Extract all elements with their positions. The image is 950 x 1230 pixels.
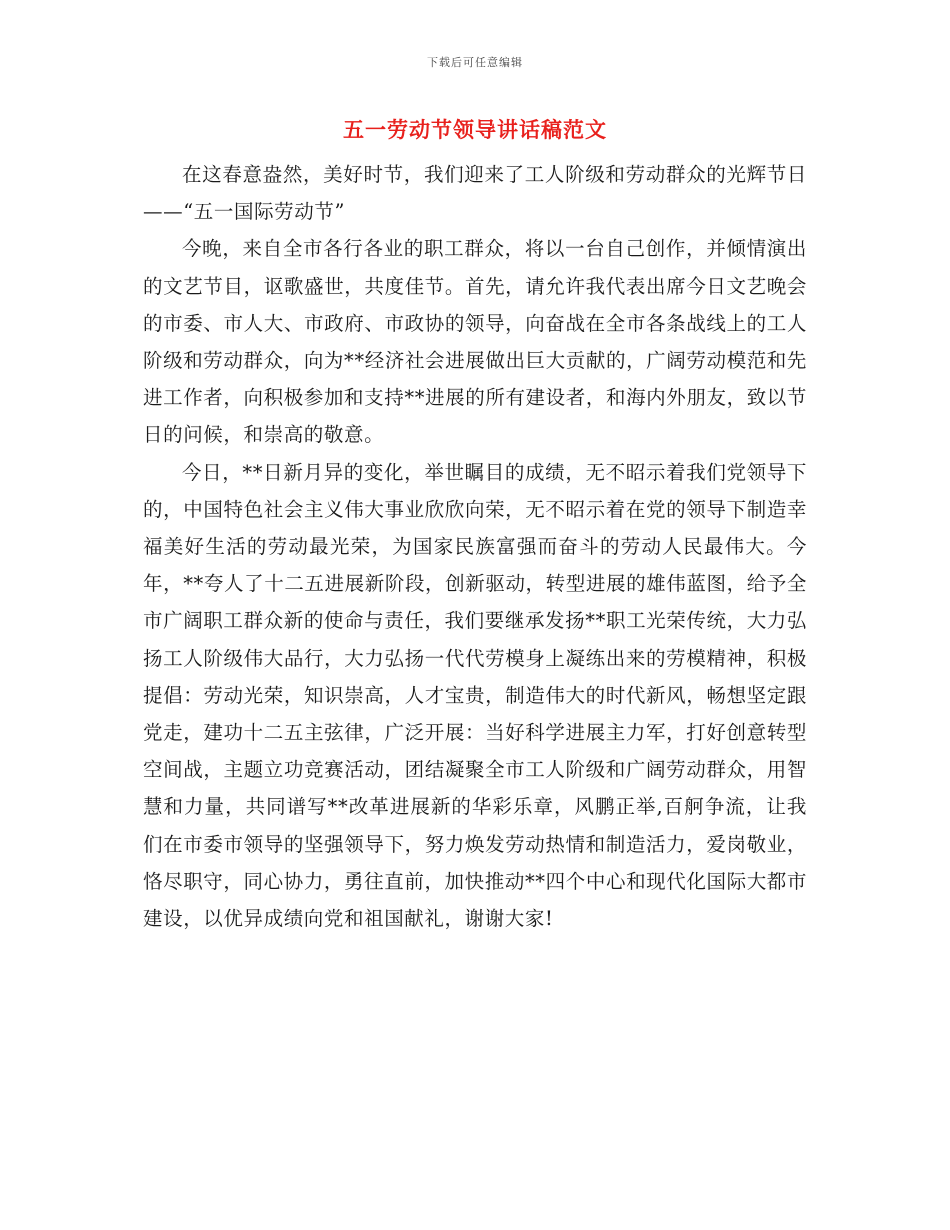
paragraph: 在这春意盎然，美好时节，我们迎来了工人阶级和劳动群众的光辉节日——“五一国际劳动节”	[143, 163, 807, 224]
document-body	[143, 156, 807, 937]
header-note: 下载后可任意编辑	[427, 56, 523, 69]
document-title: 五一劳动节领导讲话稿范文	[343, 117, 607, 142]
paragraph: 今日，**日新月异的变化，举世瞩目的成绩，无不昭示着我们党领导下的，中国特色社会主义伟大事业欣欣向荣，无不昭示着在党的领导下制造幸福美好生活的劳动最光荣，为国家民族富强而奋斗的劳动人民最伟大。今年，**夸人了十二五进展新阶段，创新驱动，转型进展的雄伟蓝图，给予全市广阔职工群众新的使命与责任，我们要继承发扬**职工光荣传统，大力弘扬工人阶级伟大品行，大力弘扬一代代劳模身上凝练出来的劳模精神，积极提倡：劳动光荣，知识崇高，人才宝贵，制造伟大的时代新风，畅想坚定跟党走，建功十二五主弦律，广泛开展：当好科学进展主力军，打好创意转型空间战，主题立功竞赛活动，团结凝聚全市工人阶级和广阔劳动群众，用智慧和力量，共同谱写**改革进展新的华彩乐章，风鹏正举,百舸争流，让我们在市委市领导的坚强领导下，努力焕发劳动热情和制造活力，爱岗敬业，恪尽职守，同心协力，勇往直前，加快推动**四个中心和现代化国际大都市建设，以优异成绩向党和祖国献礼，谢谢大家!	[143, 460, 807, 931]
paragraph: 今晚，来自全市各行各业的职工群众，将以一台自己创作，并倾情演出的文艺节目，讴歌盛世，共度佳节。首先，请允许我代表出席今日文艺晚会的市委、市人大、市政府、市政协的领导，向奋战在全市各条战线上的工人阶级和劳动群众，向为**经济社会进展做出巨大贡献的，广阔劳动模范和先进工作者，向积极参加和支持**进展的所有建设者，和海内外朋友，致以节日的问候，和崇高的敬意。	[143, 237, 807, 447]
